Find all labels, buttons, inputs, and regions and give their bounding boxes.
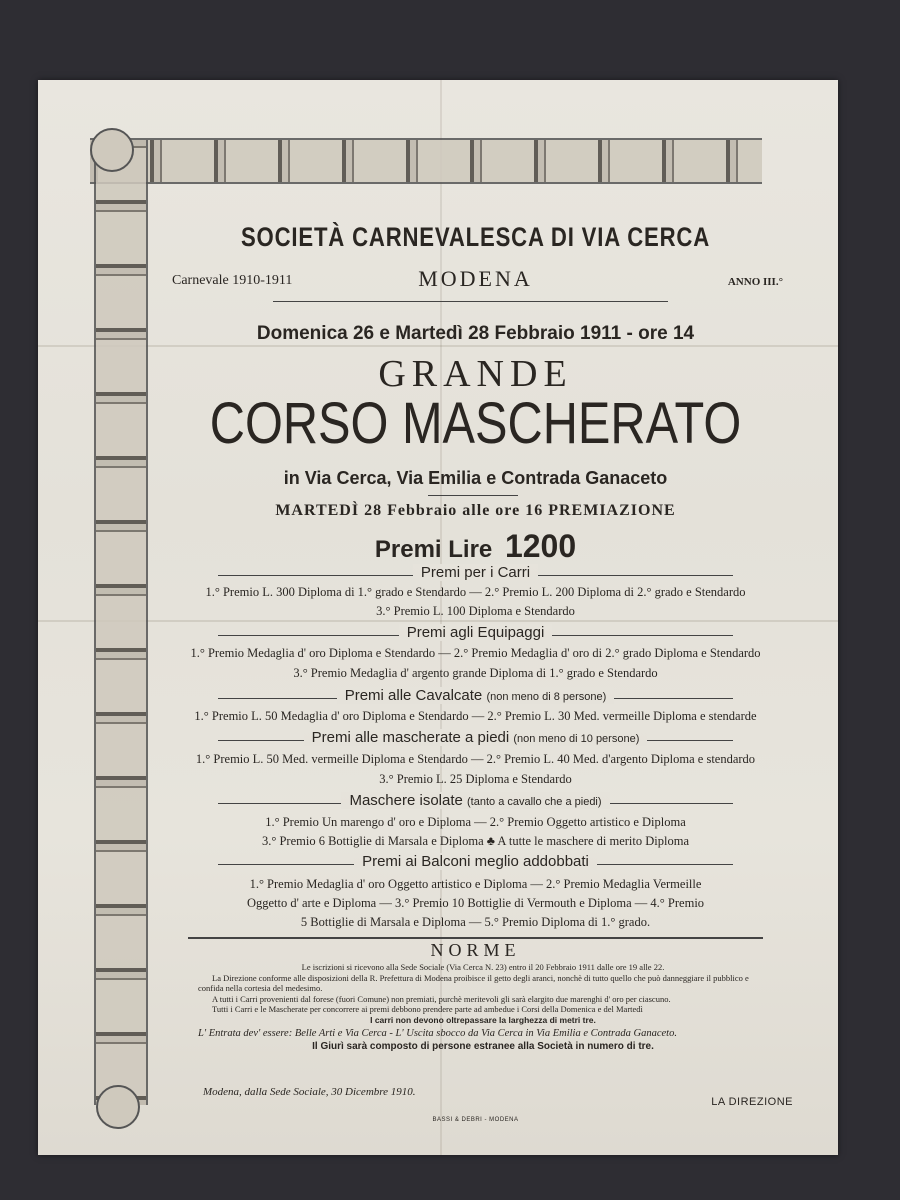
place-date: Modena, dalla Sede Sociale, 30 Dicembre 1910.	[203, 1086, 416, 1098]
fold-line	[38, 345, 838, 347]
prize-line: 1.° Premio Medaglia d' oro Diploma e Stendardo — 2.° Premio Medaglia d' oro di 2.° grado Diploma e Stendardo	[190, 646, 761, 660]
grande-heading: GRANDE	[378, 353, 573, 395]
prize-line: 5 Bottiglie di Marsala e Diploma — 5.° Premio Diploma di 1.° grado.	[300, 915, 651, 929]
main-title: CORSO MASCHERATO	[209, 391, 742, 456]
section-title: Premi alle mascherate a piedi	[311, 729, 510, 746]
event-dates: Domenica 26 e Martedì 28 Febbraio 1911 - ore 14	[256, 323, 695, 344]
divider	[428, 495, 518, 496]
section-carri	[158, 564, 793, 581]
section-cavalcate	[158, 687, 793, 704]
prize-line: 1.° Premio L. 300 Diploma di 1.° grado e Stendardo — 2.° Premio L. 200 Diploma di 2.° grado e Stendardo	[205, 585, 746, 599]
section-maschere-isolate	[158, 792, 793, 809]
society-name: SOCIETÀ CARNEVALESCA DI VIA CERCA	[240, 222, 711, 252]
section-note: (non meno di 8 persone)	[486, 691, 607, 703]
prize-line: 1.° Premio L. 50 Medaglia d' oro Diploma e Stendardo — 2.° Premio L. 30 Med. vermeille Diploma e stendarde	[194, 709, 757, 723]
section-title: Premi alle Cavalcate	[344, 687, 483, 704]
ornamental-border-left	[94, 140, 148, 1105]
premi-total-label: Premi Lire	[374, 536, 493, 563]
prize-line: 3.° Premio Medaglia d' argento grande Diploma di 1.° grado e Stendardo	[293, 666, 658, 680]
signature: LA DIREZIONE	[711, 1096, 793, 1108]
norme-paragraph: I carri non devono oltrepassare la larghezza di metri tre.	[370, 1014, 596, 1025]
prize-line: 3.° Premio L. 100 Diploma e Stendardo	[376, 604, 575, 618]
anno-label: ANNO III.°	[727, 276, 783, 288]
section-title: Premi ai Balconi meglio addobbati	[354, 853, 597, 870]
corner-ornament	[90, 128, 134, 172]
poster-paper	[38, 80, 838, 1155]
section-equipaggi	[158, 624, 793, 641]
premi-total-value: 1200	[504, 528, 577, 564]
norme-paragraph: Le iscrizioni si ricevono alla Sede Sociale (Via Cerca N. 23) entro il 20 Febbraio 1911 dalle ore 19 alle 22.	[301, 962, 665, 972]
printer-credit: BASSI & DEBRI - MODENA	[432, 1117, 519, 1123]
premi-total	[158, 528, 793, 565]
norme-paragraph: L' Entrata dev' essere: Belle Arti e Via Cerca - L' Uscita sbocco da Via Cerca in Via Emilia e Contrada Ganaceto.	[198, 1028, 677, 1039]
norme-block	[198, 962, 768, 1053]
divider	[188, 937, 763, 939]
section-mascherate	[158, 729, 793, 746]
fold-line	[38, 620, 838, 622]
premiazione-line: MARTEDÌ 28 Febbraio alle ore 16 PREMIAZIONE	[275, 502, 676, 519]
city-name: MODENA	[418, 266, 533, 291]
norme-paragraph: Tutti i Carri e le Mascherate per concorrere ai premi debbono prendere parte ad ambedue i Corsi della Domenica e del Martedì	[212, 1004, 643, 1014]
norme-paragraph: Il Giurì sarà composto di persone estranee alla Società in numero di tre.	[312, 1041, 654, 1052]
prize-line: 3.° Premio 6 Bottiglie di Marsala e Diploma ♣ A tutte le maschere di merito Diploma	[261, 834, 689, 848]
route-line: in Via Cerca, Via Emilia e Contrada Ganaceto	[283, 468, 668, 488]
prize-line: Oggetto d' arte e Diploma — 3.° Premio 10 Bottiglie di Vermouth e Diploma — 4.° Premio	[246, 896, 705, 910]
section-title: Premi agli Equipaggi	[399, 624, 553, 641]
corner-ornament	[96, 1085, 140, 1129]
norme-paragraph: La Direzione conforme alle disposizioni della R. Prefettura di Modena proibisce il getto degli aranci, nonchè di tutto quello che può danneggiare il pubblico e confida nella cortesia del medesimo.	[198, 972, 749, 993]
section-balconi	[158, 853, 793, 870]
ornamental-border-top	[90, 138, 762, 184]
section-note: (tanto a cavallo che a piedi)	[467, 796, 602, 808]
prize-line: 3.° Premio L. 25 Diploma e Stendardo	[379, 772, 572, 786]
section-title: Premi per i Carri	[413, 564, 538, 581]
section-note: (non meno di 10 persone)	[513, 733, 640, 745]
prize-line: 1.° Premio Medaglia d' oro Oggetto artistico e Diploma — 2.° Premio Medaglia Vermeille	[249, 877, 702, 891]
prize-line: 1.° Premio L. 50 Med. vermeille Diploma e Stendardo — 2.° Premio L. 40 Med. d'argento Diploma e stendardo	[195, 752, 756, 766]
norme-title: NORME	[430, 940, 521, 960]
carnevale-label: Carnevale 1910-1911	[172, 273, 293, 288]
section-title: Maschere isolate	[349, 792, 463, 809]
divider	[273, 301, 668, 302]
norme-paragraph: A tutti i Carri provenienti dal forese (fuori Comune) non premiati, purchè meritevoli gli sarà elargito due marenghi d' oro per ciascuno.	[212, 993, 671, 1004]
prize-line: 1.° Premio Un marengo d' oro e Diploma — 2.° Premio Oggetto artistico e Diploma	[265, 815, 686, 829]
